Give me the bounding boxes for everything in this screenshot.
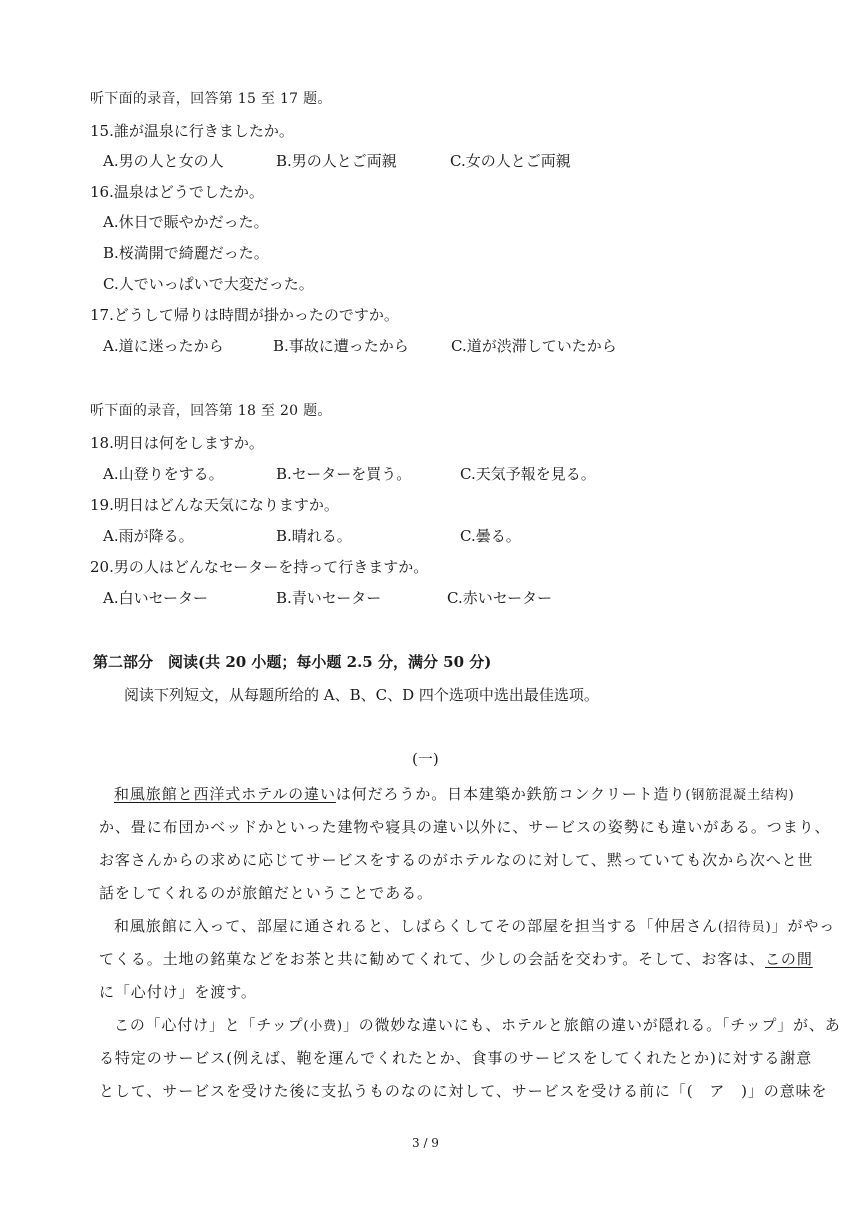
q15-option-a: A.男の人と女の人: [103, 152, 224, 170]
q16-option-a: A.休日で賑やかだった。: [103, 213, 269, 231]
q18-option-c: C.天気予報を見る。: [460, 465, 596, 483]
q17-option-c: C.道が渋滞していたから: [451, 337, 617, 355]
question-20: 20.男の人はどんなセーターを持って行きますか。: [90, 558, 429, 576]
passage-line: 話をしてくれるのが旅館だということである。: [99, 884, 433, 902]
q20-option-b: B.青いセーター: [276, 589, 382, 607]
reading-instruction: 阅读下列短文，从每题所给的 A、B、C、D 四个选项中选出最佳选项。: [124, 686, 599, 704]
passage-line: として、サービスを受けた後に支払うものなのに対して、サービスを受ける前に「( ア )」の意味を: [99, 1082, 828, 1100]
q18-option-a: A.山登りをする。: [103, 465, 224, 483]
q15-option-c: C.女の人とご両親: [450, 152, 571, 170]
q15-option-b: B.男の人とご両親: [276, 152, 397, 170]
passage-line: お客さんからの求めに応じてサービスをするのがホテルなのに対して、黙っていても次から次へと世: [99, 851, 814, 869]
q20-option-a: A.白いセーター: [103, 589, 209, 607]
passage-line: この「心付け」と「チップ(小费)」の微妙な違いにも、ホテルと旅館の違いが隠れる。「チップ」が、あ: [114, 1016, 841, 1034]
underlined-phrase: 和風旅館と西洋式ホテルの違い: [114, 785, 336, 803]
listening-instruction-18-20: 听下面的录音，回答第 18 至 20 题。: [90, 403, 332, 419]
passage-line: か、畳に布団かベッドかといった建物や寝具の違い以外に、サービスの姿勢にも違いがある。つまり、: [99, 818, 831, 836]
question-15: 15.誰が温泉に行きましたか。: [90, 122, 294, 140]
question-17: 17.どうして帰りは時間が掛かったのですか。: [90, 306, 399, 324]
q17-option-b: B.事故に遭ったから: [273, 337, 409, 355]
annotation: (小费): [303, 1019, 343, 1034]
q17-option-a: A.道に迷ったから: [103, 337, 224, 355]
annotation: (钢筋混凝土结构): [685, 788, 795, 803]
q16-option-b: B.桜満開で綺麗だった。: [103, 244, 269, 262]
q19-option-b: B.晴れる。: [276, 527, 352, 545]
q19-option-c: C.曇る。: [460, 527, 521, 545]
underlined-phrase: この間: [765, 950, 813, 968]
question-18: 18.明日は何をしますか。: [90, 434, 264, 452]
annotation: (招待员): [717, 920, 772, 935]
q20-option-c: C.赤いセーター: [447, 589, 553, 607]
page-number: 3 / 9: [412, 1136, 439, 1150]
passage-line: る特定のサービス(例えば、鞄を運んでくれたとか、食事のサービスをしてくれたとか)に対する謝意: [99, 1049, 813, 1067]
q16-option-c: C.人でいっぱいで大変だった。: [103, 275, 314, 293]
passage-line: 和風旅館と西洋式ホテルの違いは何だろうか。日本建築か鉄筋コンクリート造り(钢筋混凝土结构): [114, 785, 795, 803]
q18-option-b: B.セーターを買う。: [276, 465, 412, 483]
passage-title: (一): [412, 750, 439, 768]
reading-section-heading: 第二部分 阅读(共 20 小题；每小题 2.5 分，满分 50 分): [93, 653, 492, 671]
question-19: 19.明日はどんな天気になりますか。: [90, 496, 339, 514]
passage-line: 和風旅館に入って、部屋に通されると、しばらくしてその部屋を担当する「仲居さん(招待员)」がやっ: [114, 917, 836, 935]
q19-option-a: A.雨が降る。: [103, 527, 194, 545]
listening-instruction-15-17: 听下面的录音，回答第 15 至 17 题。: [90, 91, 332, 107]
question-16: 16.温泉はどうでしたか。: [90, 183, 264, 201]
passage-line: に「心付け」を渡す。: [99, 983, 257, 1001]
passage-line: てくる。土地の銘菓などをお茶と共に勧めてくれて、少しの会話を交わす。そして、お客は、この間: [99, 950, 813, 968]
